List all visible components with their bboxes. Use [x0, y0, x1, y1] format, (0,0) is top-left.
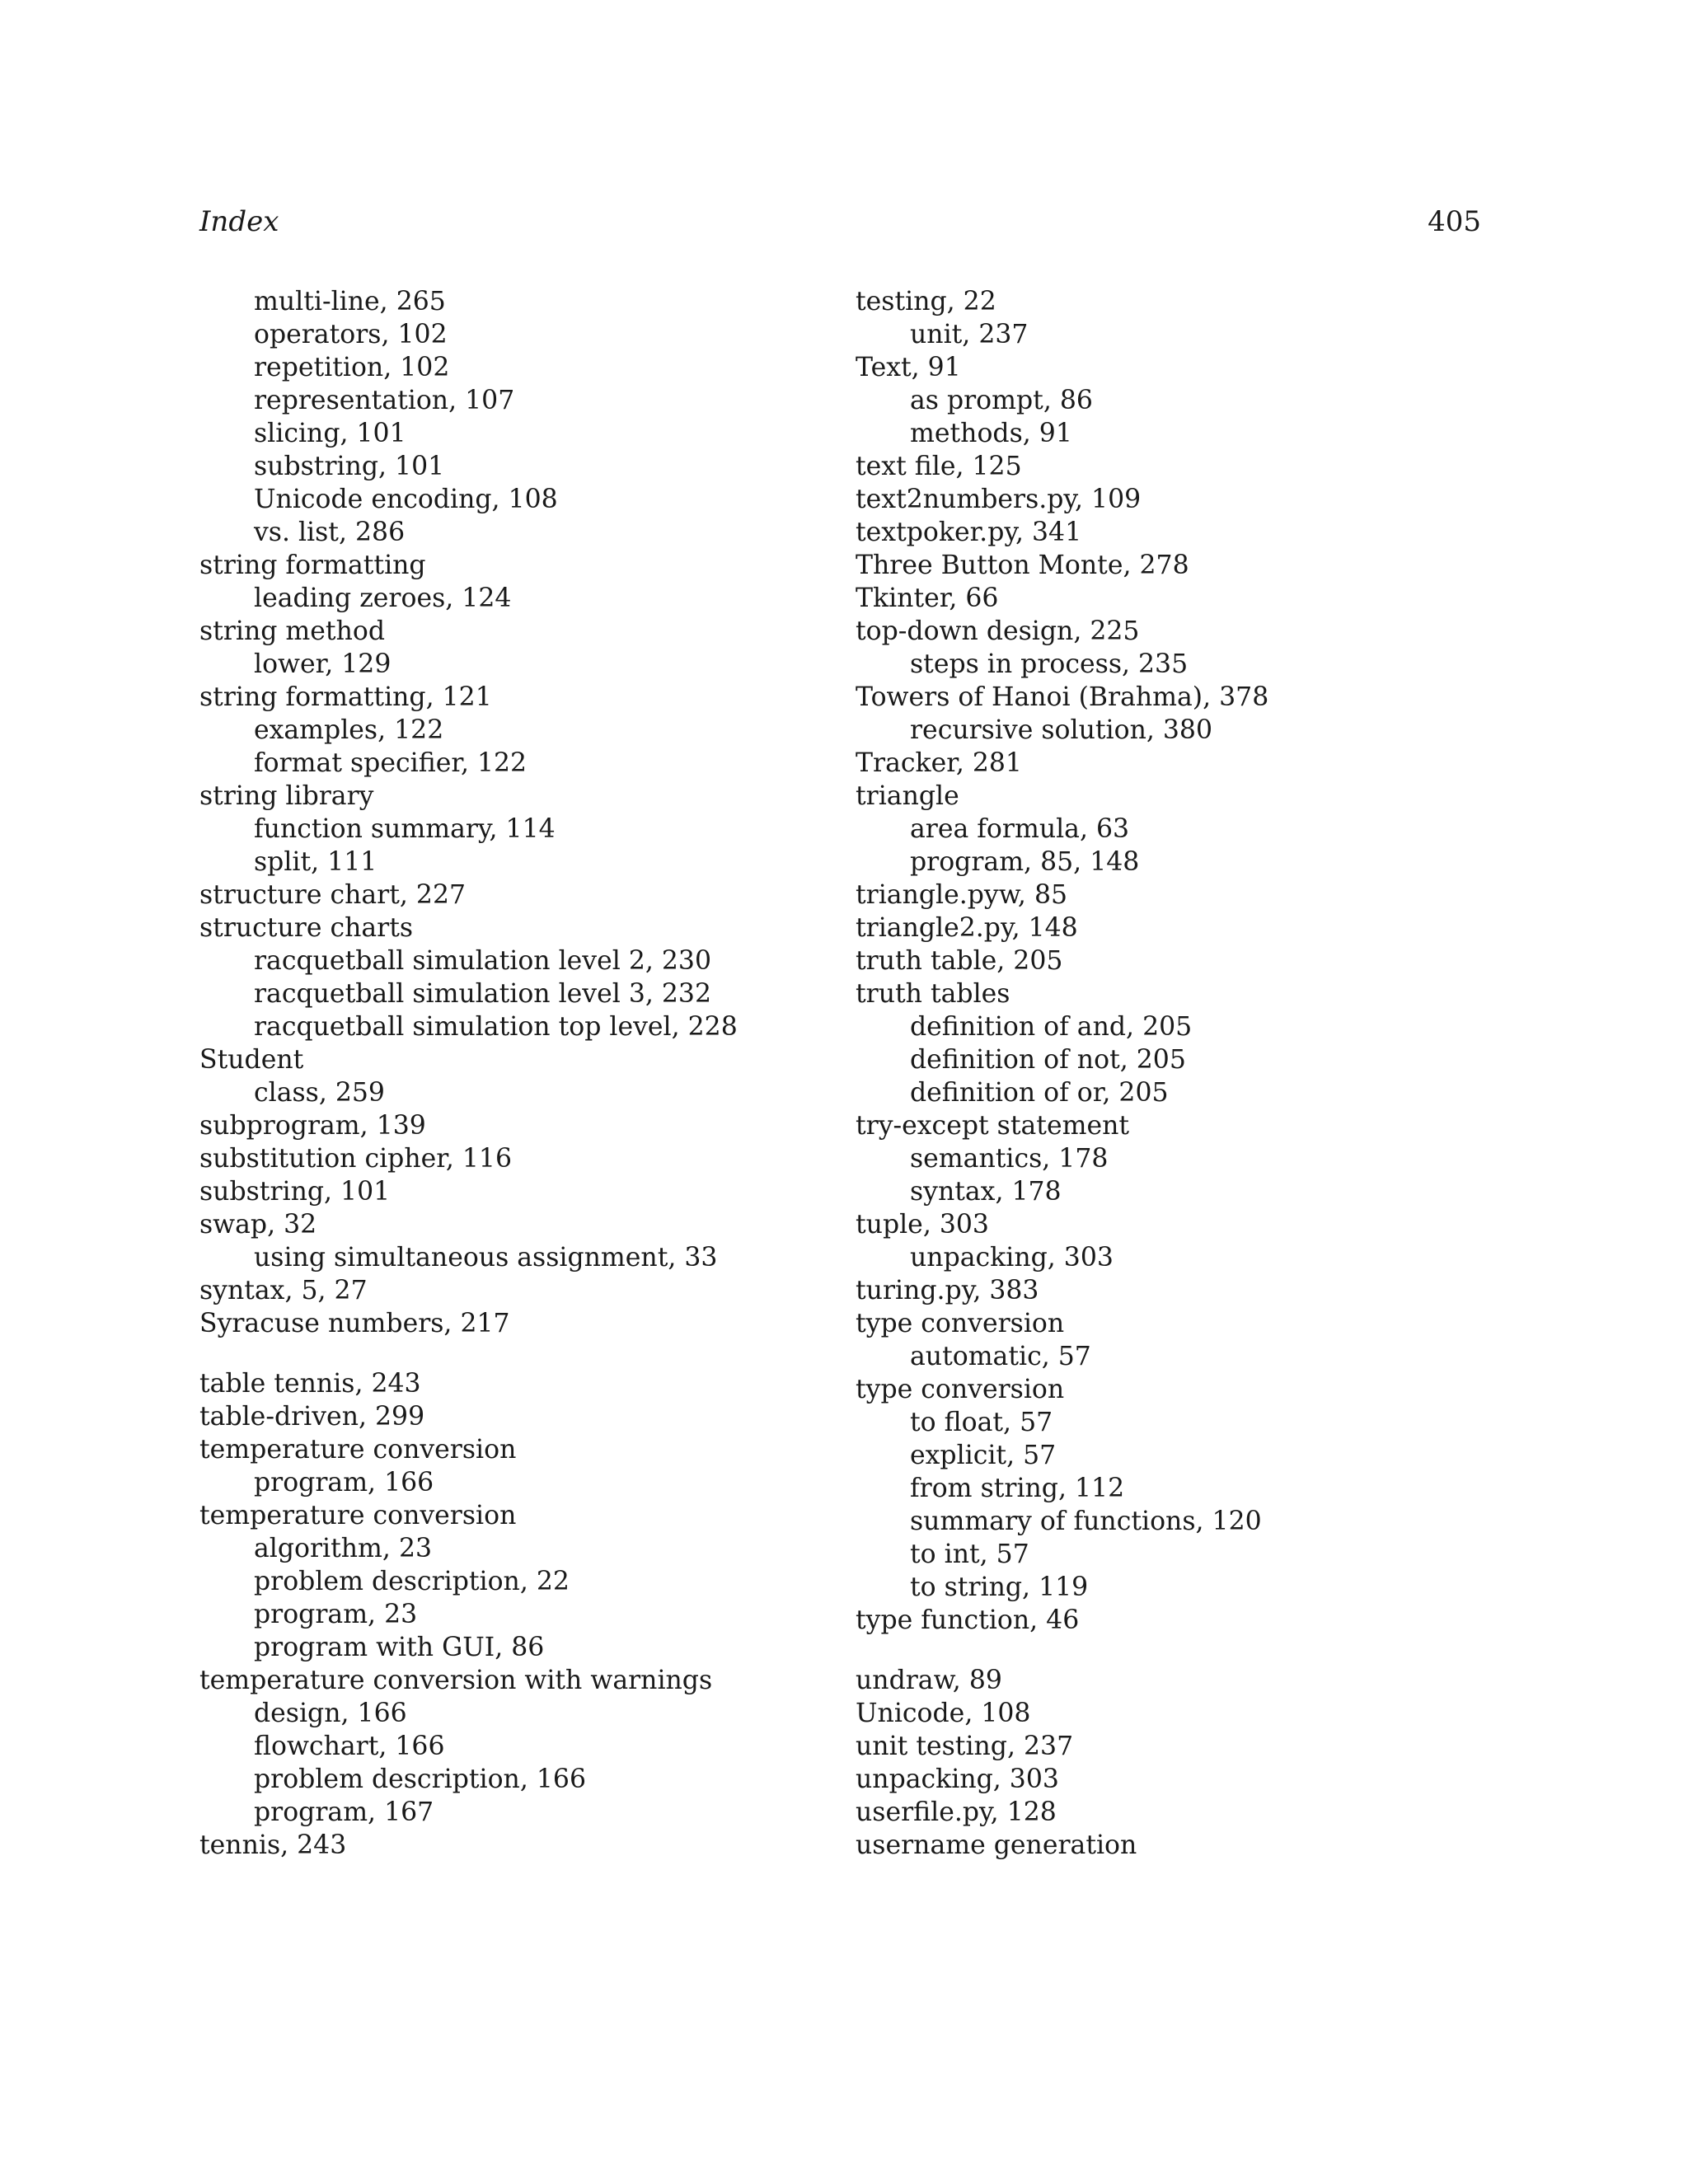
- index-subentry: unpacking, 303: [910, 1243, 1114, 1272]
- index-entry: turing.py, 383: [856, 1276, 1039, 1305]
- index-subentry: summary of functions, 120: [910, 1507, 1262, 1536]
- index-entry: textpoker.py, 341: [856, 518, 1082, 547]
- index-subentry: program with GUI, 86: [254, 1633, 545, 1662]
- index-subentry: operators, 102: [254, 320, 448, 349]
- index-subentry: multi-line, 265: [254, 287, 446, 316]
- index-subentry: examples, 122: [254, 715, 444, 745]
- index-entry: Syracuse numbers, 217: [199, 1309, 510, 1338]
- index-entry: undraw, 89: [856, 1666, 1002, 1695]
- index-subentry: from string, 112: [910, 1474, 1125, 1503]
- index-subentry: to string, 119: [910, 1572, 1089, 1602]
- index-entry: testing, 22: [856, 287, 996, 316]
- index-entry: Tkinter, 66: [856, 583, 999, 613]
- index-subentry: representation, 107: [254, 386, 515, 415]
- index-entry: text file, 125: [856, 452, 1022, 481]
- index-subentry: class, 259: [254, 1078, 385, 1108]
- index-entry: type function, 46: [856, 1605, 1080, 1635]
- index-subentry: automatic, 57: [910, 1342, 1091, 1371]
- index-subentry: format specifier, 122: [254, 748, 528, 778]
- index-subentry: recursive solution, 380: [910, 715, 1213, 745]
- index-subentry: program, 167: [254, 1797, 434, 1827]
- index-entry: Student: [199, 1045, 304, 1075]
- index-entry: triangle2.py, 148: [856, 913, 1078, 943]
- index-entry: Three Button Monte, 278: [856, 551, 1189, 580]
- index-entry: unpacking, 303: [856, 1765, 1059, 1794]
- index-entry: swap, 32: [199, 1210, 317, 1240]
- index-subentry: function summary, 114: [254, 814, 556, 844]
- index-subentry: unit, 237: [910, 320, 1029, 349]
- index-subentry: problem description, 166: [254, 1765, 586, 1794]
- index-entry: string library: [199, 781, 374, 811]
- index-subentry: split, 111: [254, 847, 377, 877]
- index-subentry: area formula, 63: [910, 814, 1130, 844]
- index-entry: tennis, 243: [199, 1830, 347, 1860]
- index-subentry: semantics, 178: [910, 1144, 1109, 1174]
- index-subentry: racquetball simulation level 3, 232: [254, 979, 712, 1009]
- page-number: 405: [1428, 205, 1481, 238]
- index-subentry: program, 85, 148: [910, 847, 1140, 877]
- index-entry: userfile.py, 128: [856, 1797, 1057, 1827]
- index-subentry: racquetball simulation level 2, 230: [254, 946, 712, 976]
- index-entry: string formatting, 121: [199, 682, 492, 712]
- index-entry: Text, 91: [856, 353, 961, 382]
- index-entry: type conversion: [856, 1375, 1065, 1404]
- index-subentry: steps in process, 235: [910, 649, 1189, 679]
- running-head: Index: [199, 205, 279, 238]
- index-entry: table-driven, 299: [199, 1402, 425, 1432]
- index-subentry: substring, 101: [254, 452, 445, 481]
- index-subentry: lower, 129: [254, 649, 392, 679]
- index-entry: truth tables: [856, 979, 1010, 1009]
- index-entry: Tracker, 281: [856, 748, 1022, 778]
- index-entry: truth table, 205: [856, 946, 1063, 976]
- index-entry: table tennis, 243: [199, 1369, 421, 1399]
- index-subentry: definition of and, 205: [910, 1012, 1193, 1042]
- index-entry: string method: [199, 616, 386, 646]
- index-subentry: repetition, 102: [254, 353, 450, 382]
- index-entry: top-down design, 225: [856, 616, 1140, 646]
- index-entry: syntax, 5, 27: [199, 1276, 368, 1305]
- index-entry: temperature conversion: [199, 1501, 517, 1530]
- index-subentry: design, 166: [254, 1699, 407, 1728]
- index-entry: substring, 101: [199, 1177, 391, 1207]
- index-entry: temperature conversion with warnings: [199, 1666, 713, 1695]
- index-entry: structure chart, 227: [199, 880, 467, 910]
- index-entry: Towers of Hanoi (Brahma), 378: [856, 682, 1269, 712]
- index-subentry: leading zeroes, 124: [254, 583, 512, 613]
- index-entry: substitution cipher, 116: [199, 1144, 513, 1174]
- index-subentry: to float, 57: [910, 1408, 1053, 1437]
- index-subentry: methods, 91: [910, 419, 1072, 448]
- index-subentry: syntax, 178: [910, 1177, 1062, 1207]
- index-entry: string formatting: [199, 551, 426, 580]
- index-entry: Unicode, 108: [856, 1699, 1031, 1728]
- index-subentry: racquetball simulation top level, 228: [254, 1012, 738, 1042]
- index-subentry: definition of or, 205: [910, 1078, 1169, 1108]
- index-column-right: [856, 285, 1515, 1862]
- index-subentry: flowchart, 166: [254, 1732, 445, 1761]
- index-subentry: problem description, 22: [254, 1567, 570, 1596]
- index-column-left: [199, 285, 859, 1862]
- index-entry: text2numbers.py, 109: [856, 485, 1142, 514]
- index-entry: triangle: [856, 781, 959, 811]
- index-entry: type conversion: [856, 1309, 1065, 1338]
- index-subentry: slicing, 101: [254, 419, 406, 448]
- index-subentry: vs. list, 286: [254, 518, 406, 547]
- index-subentry: explicit, 57: [910, 1441, 1057, 1470]
- index-subentry: program, 166: [254, 1468, 434, 1497]
- index-entry: unit testing, 237: [856, 1732, 1074, 1761]
- index-subentry: program, 23: [254, 1600, 418, 1629]
- index-subentry: Unicode encoding, 108: [254, 485, 558, 514]
- index-subentry: definition of not, 205: [910, 1045, 1186, 1075]
- index-subentry: algorithm, 23: [254, 1534, 433, 1563]
- index-entry: temperature conversion: [199, 1435, 517, 1465]
- index-entry: try-except statement: [856, 1111, 1130, 1141]
- index-subentry: using simultaneous assignment, 33: [254, 1243, 718, 1272]
- index-entry: structure charts: [199, 913, 414, 943]
- index-subentry: as prompt, 86: [910, 386, 1093, 415]
- index-subentry: to int, 57: [910, 1540, 1029, 1569]
- index-entry: username generation: [856, 1830, 1137, 1860]
- index-entry: subprogram, 139: [199, 1111, 426, 1141]
- index-entry: triangle.pyw, 85: [856, 880, 1068, 910]
- index-entry: tuple, 303: [856, 1210, 989, 1240]
